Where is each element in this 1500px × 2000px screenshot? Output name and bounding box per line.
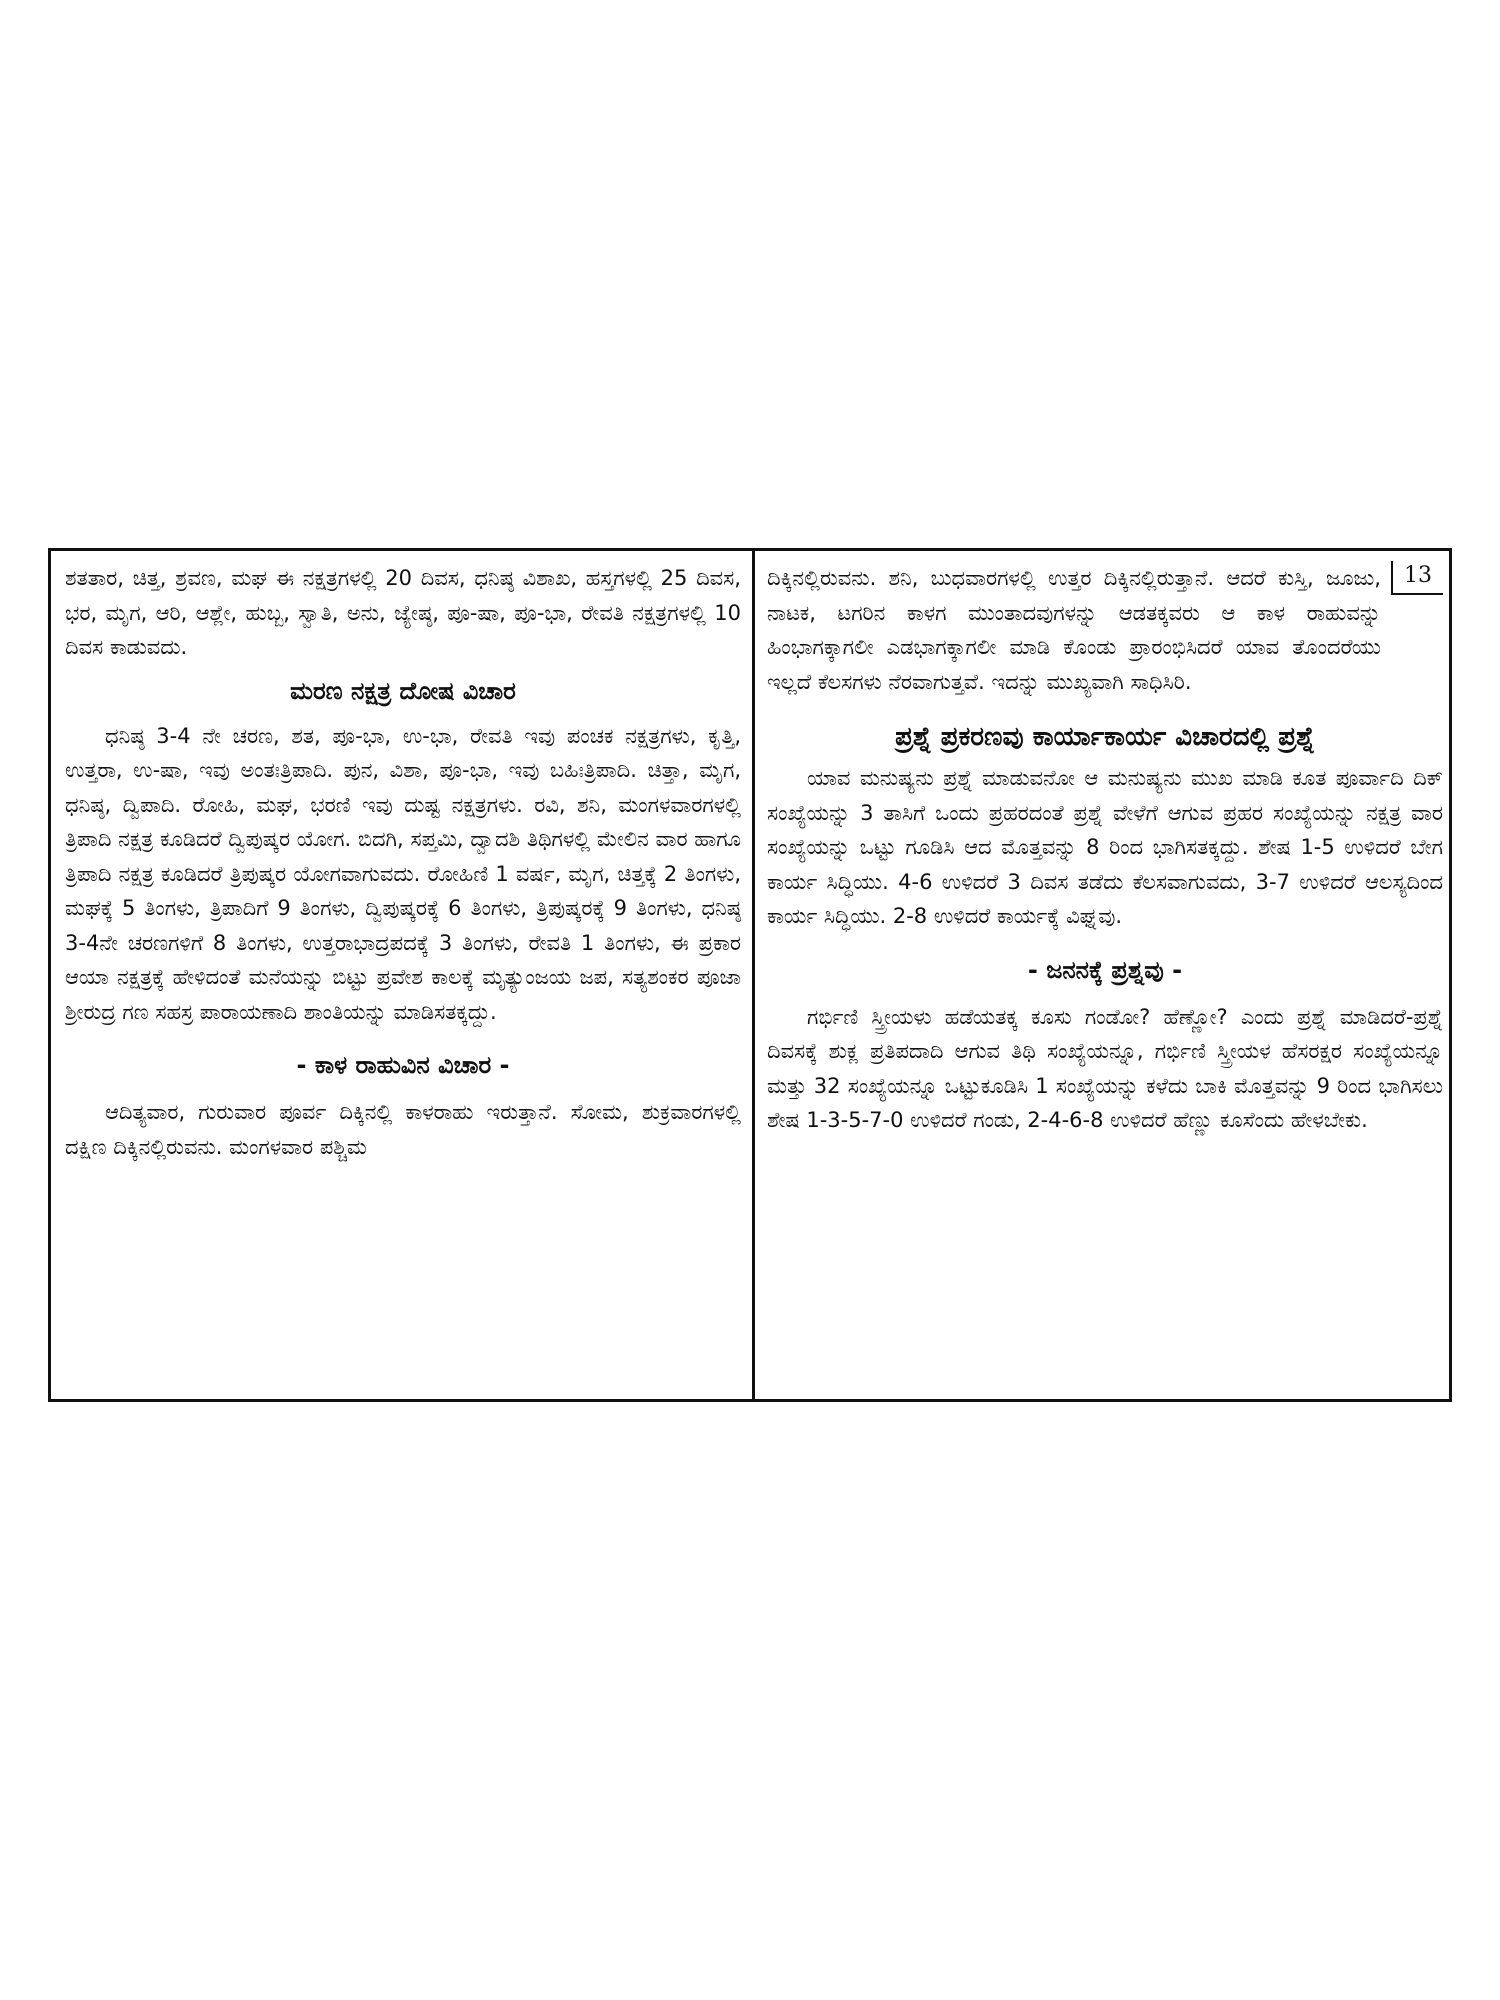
right-paragraph-2: ಯಾವ ಮನುಷ್ಯನು ಪ್ರಶ್ನೆ ಮಾಡುವನೋ ಆ ಮನುಷ್ಯನು ಮುಖ ಮಾಡಿ ಕೂತ ಪೂರ್ವಾದಿ ದಿಕ್ ಸಂಖ್ಯೆಯನ್ನು 3 ತಾಸಿಗೆ ಒಂದು ಪ್ರಹರದಂತೆ ಪ್ರಶ್ನೆ ವೇಳೆಗೆ ಆಗುವ ಪ್ರಹರ ಸಂಖ್ಯೆಯನ್ನು ನಕ್ಷತ್ರ ವಾರ ಸಂಖ್ಯೆಯನ್ನು ಒಟ್ಟು ಗೂಡಿಸಿ ಆದ ಮೊತ್ತವನ್ನು 8 ರಿಂದ ಭಾಗಿಸತಕ್ಕದ್ದು. ಶೇಷ 1-5 ಉಳಿದರೆ ಬೇಗ ಕಾರ್ಯ ಸಿದ್ಧಿಯು. 4-6 ಉಳಿದರೆ 3 ದಿವಸ ತಡೆದು ಕೆಲಸವಾಗುವದು, 3-7 ಉಳಿದರೆ ಆಲಸ್ಯದಿಂದ ಕಾರ್ಯ ಸಿದ್ಧಿಯು. 2-8 ಉಳಿದರೆ ಕಾರ್ಯಕ್ಕೆ ವಿಘ್ನವು. (767, 766, 1443, 928)
left-column (65, 561, 741, 1391)
left-paragraph-2: ಧನಿಷ್ಠ 3-4 ನೇ ಚರಣ, ಶತ, ಪೂ-ಭಾ, ಉ-ಭಾ, ರೇವತಿ ಇವು ಪಂಚಕ ನಕ್ಷತ್ರಗಳು, ಕೃತ್ತಿ, ಉತ್ತರಾ, ಉ-ಷಾ, ಇವು ಅಂತಃತ್ರಿಪಾದಿ. ಪುನ, ವಿಶಾ, ಪೂ-ಭಾ, ಇವು ಬಹಿಃತ್ರಿಪಾದಿ. ಚಿತ್ತಾ, ಮೃಗ, ಧನಿಷ್ಠ, ದ್ವಿಪಾದಿ. ರೋಹಿ, ಮಘ, ಭರಣಿ ಇವು ದುಷ್ಟ ನಕ್ಷತ್ರಗಳು. ರವಿ, ಶನಿ, ಮಂಗಳವಾರಗಳಲ್ಲಿ ತ್ರಿಪಾದಿ ನಕ್ಷತ್ರ ಕೂಡಿದರೆ ದ್ವಿಪುಷ್ಕರ ಯೋಗ. ಬಿದಗಿ, ಸಪ್ತಮಿ, ದ್ವಾದಶಿ ತಿಥಿಗಳಲ್ಲಿ ಮೇಲಿನ ವಾರ ಹಾಗೂ ತ್ರಿಪಾದಿ ನಕ್ಷತ್ರ ಕೂಡಿದರೆ ತ್ರಿಪುಷ್ಕರ ಯೋಗವಾಗುವದು. ರೋಹಿಣಿ 1 ವರ್ಷ, ಮೃಗ, ಚಿತ್ತಕ್ಕೆ 2 ತಿಂಗಳು, ಮಘಕ್ಕೆ 5 ತಿಂಗಳು, ತ್ರಿಪಾದಿಗೆ 9 ತಿಂಗಳು, ದ್ವಿಪುಷ್ಕರಕ್ಕೆ 6 ತಿಂಗಳು, ತ್ರಿಪುಷ್ಕರಕ್ಕೆ 9 ತಿಂಗಳು, ಧನಿಷ್ಠ 3-4ನೇ ಚರಣಗಳಿಗೆ 8 ತಿಂಗಳು, ಉತ್ತರಾಭಾದ್ರಪದಕ್ಕೆ 3 ತಿಂಗಳು, ರೇವತಿ 1 ತಿಂಗಳು, ಈ ಪ್ರಕಾರ ಆಯಾ ನಕ್ಷತ್ರಕ್ಕೆ ಹೇಳಿದಂತೆ ಮನೆಯನ್ನು ಬಿಟ್ಟು ಪ್ರವೇಶ ಕಾಲಕ್ಕೆ ಮೃತ್ಯುಂಜಯ ಜಪ, ಸತ್ಯಶಂಕರ ಪೂಜಾ ಶ್ರೀರುದ್ರ ಗಣ ಸಹಸ್ರ ಪಾರಾಯಣಾದಿ ಶಾಂತಿಯನ್ನು ಮಾಡಿಸತಕ್ಕದ್ದು. (65, 723, 741, 1024)
page-number: 13 (1391, 561, 1443, 595)
left-paragraph-3: ಆದಿತ್ಯವಾರ, ಗುರುವಾರ ಪೂರ್ವ ದಿಕ್ಕಿನಲ್ಲಿ ಕಾಳರಾಹು ಇರುತ್ತಾನೆ. ಸೋಮ, ಶುಕ್ರವಾರಗಳಲ್ಲಿ ದಕ್ಷಿಣ ದಿಕ್ಕಿನಲ್ಲಿರುವನು. ಮಂಗಳವಾರ ಪಶ್ಚಿಮ (65, 1100, 741, 1159)
column-divider (752, 551, 755, 1399)
heading-prashne-prakarana: ಪ್ರಶ್ನೆ ಪ್ರಕರಣವು ಕಾರ್ಯಾಕಾರ್ಯ ವಿಚಾರದಲ್ಲಿ ಪ್ರಶ್ನೆ (895, 722, 1315, 752)
heading-janana-prashna: - ಜನನಕ್ಕೆ ಪ್ರಶ್ನವು - (1027, 955, 1183, 984)
heading-marana-nakshatra: ಮರಣ ನಕ್ಷತ್ರ ದೋಷ ವಿಚಾರ (290, 676, 516, 705)
left-paragraph-1: ಶತತಾರ, ಚಿತ್ತ, ಶ್ರವಣ, ಮಘ ಈ ನಕ್ಷತ್ರಗಳಲ್ಲಿ 20 ದಿವಸ, ಧನಿಷ್ಠ ವಿಶಾಖ, ಹಸ್ತಗಳಲ್ಲಿ 25 ದಿವಸ, ಭರ, ಮೃಗ, ಆರಿ, ಆಶ್ಲೇ, ಹುಬ್ಬ, ಸ್ವಾತಿ, ಅನು, ಜ್ಯೇಷ್ಠ, ಪೂ-ಷಾ, ಪೂ-ಭಾ, ರೇವತಿ ನಕ್ಷತ್ರಗಳಲ್ಲಿ 10 ದಿವಸ ಕಾಡುವದು. (65, 566, 741, 659)
right-paragraph-3: ಗರ್ಭಿಣಿ ಸ್ತ್ರೀಯಳು ಹಡೆಯತಕ್ಕ ಕೂಸು ಗಂಡೋ? ಹೆಣ್ಣೋ? ಎಂದು ಪ್ರಶ್ನೆ ಮಾಡಿದರೆ-ಪ್ರಶ್ನೆ ದಿವಸಕ್ಕೆ ಶುಕ್ಲ ಪ್ರತಿಪದಾದಿ ಆಗುವ ತಿಥಿ ಸಂಖ್ಯೆಯನ್ನೂ, ಗರ್ಭಿಣಿ ಸ್ತ್ರೀಯಳ ಹೆಸರಕ್ಷರ ಸಂಖ್ಯೆಯನ್ನೂ ಮತ್ತು 32 ಸಂಖ್ಯೆಯನ್ನೂ ಒಟ್ಟುಕೂಡಿಸಿ 1 ಸಂಖ್ಯೆಯನ್ನು ಕಳೆದು ಬಾಕಿ ಮೊತ್ತವನ್ನು 9 ರಿಂದ ಭಾಗಿಸಲು ಶೇಷ 1-3-5-7-0 ಉಳಿದರೆ ಗಂಡು, 2-4-6-8 ಉಳಿದರೆ ಹೆಣ್ಣು ಕೂಸೆಂದು ಹೇಳಬೇಕು. (767, 1004, 1443, 1132)
heading-kala-rahu: - ಕಾಳ ರಾಹುವಿನ ವಿಚಾರ - (296, 1051, 510, 1079)
right-paragraph-1: ದಿಕ್ಕಿನಲ್ಲಿರುವನು. ಶನಿ, ಬುಧವಾರಗಳಲ್ಲಿ ಉತ್ತರ ದಿಕ್ಕಿನಲ್ಲಿರುತ್ತಾನೆ. ಆದರೆ ಕುಸ್ತಿ, ಜೂಜು, ನಾಟಕ, ಟಗರಿನ ಕಾಳಗ ಮುಂತಾದವುಗಳನ್ನು ಆಡತಕ್ಕವರು ಆ ಕಾಳ ರಾಹುವನ್ನು ಹಿಂಭಾಗಕ್ಕಾಗಲೀ ಎಡಭಾಗಕ್ಕಾಗಲೀ ಮಾಡಿ ಕೊಂಡು ಪ್ರಾರಂಭಿಸಿದರೆ ಯಾವ ತೊಂದರೆಯು ಇಲ್ಲದೆ ಕೆಲಸಗಳು ನೆರವಾಗುತ್ತವೆ. ಇದನ್ನು ಮುಖ್ಯವಾಗಿ ಸಾಧಿಸಿರಿ. (767, 566, 1381, 694)
page-frame (48, 548, 1452, 1402)
right-column (767, 561, 1443, 1391)
